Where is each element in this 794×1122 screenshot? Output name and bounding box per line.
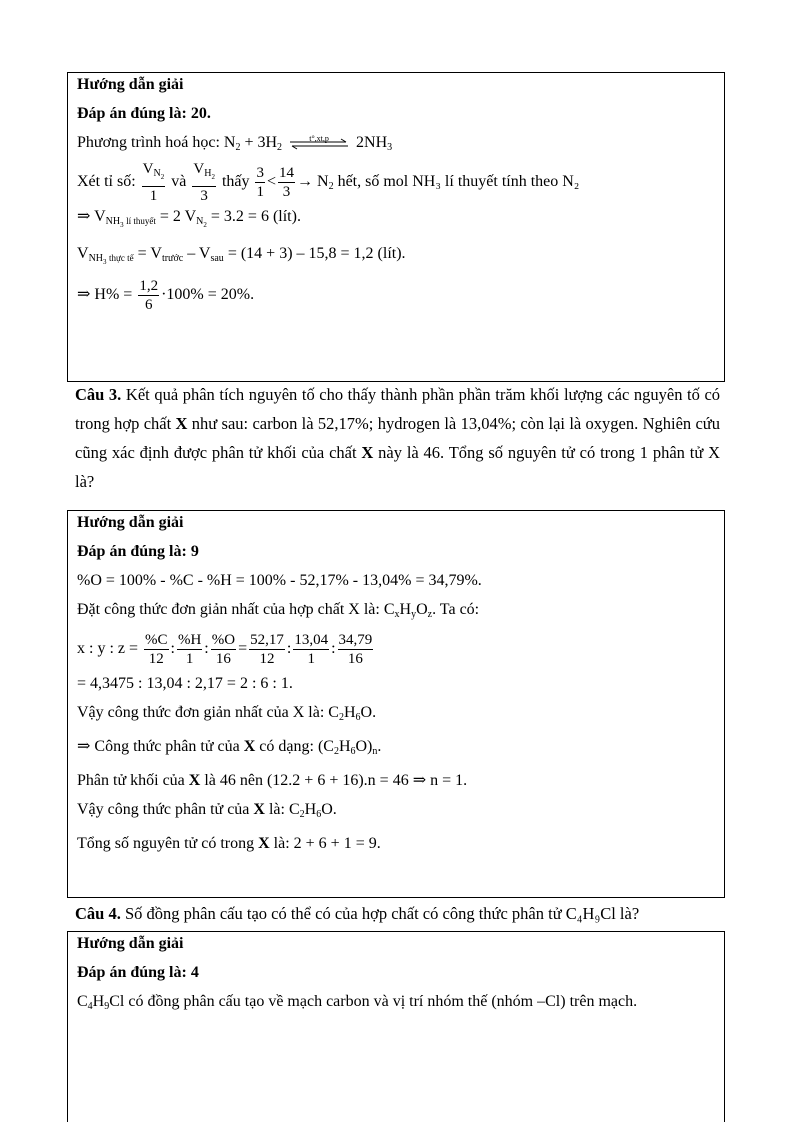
question-4: Câu 4. Số đồng phân cấu tạo có thể có của hợp chất có công thức phân tử C₄H₉Cl là? (75, 904, 640, 923)
answer-line: Đáp án đúng là: 20. (77, 105, 211, 122)
solution-box-2 (67, 510, 725, 898)
atom-count-line: Tổng số nguyên tử có trong X là: 2 + 6 + 1 = 9. (77, 835, 381, 852)
answer-line: Đáp án đúng là: 9 (77, 543, 199, 560)
empirical-formula: Vậy công thức đơn giản nhất của X là: $C_2H_6O$. (77, 704, 377, 723)
solution-title: Hướng dẫn giải (77, 935, 184, 952)
question-3: Câu 3. Kết quả phân tích nguyên tố cho thấy thành phần phần trăm khối lượng các nguyên tố có trong hợp chất X như sau: carbon là 52,17%; hydrogen là 13,04%; còn lại là oxygen. Nghiên cứu cũng xác định được phân tử khối của chất X này là 46. Tổng số nguyên tử có trong 1 phân tử X là? (75, 385, 721, 491)
ratio-result: = 4,3475 : 13,04 : 2,17 = 2 : 6 : 1. (77, 675, 293, 692)
oxygen-percent-line: %O = 100% - %C - %H = 100% - 52,17% - 13,04% = 34,79%. (77, 572, 482, 589)
isomer-explanation: $C_4H_9Cl$ có đồng phân cấu tạo về mạch carbon và vị trí nhóm thế (nhóm –Cl) trên mạch. (77, 993, 638, 1012)
box-left-border (67, 1005, 68, 1122)
empirical-formula-setup: Đặt công thức đơn giản nhất của hợp chất X là: $C_xH_yO_z$. Ta có: (77, 601, 480, 620)
v-theoretical-line: ⇒ $V_{NH_3 lí thuyết} = 2$ $V_{N_2} = 3.2 = 6$ (lít). (77, 208, 301, 229)
solution-title: Hướng dẫn giải (77, 76, 184, 93)
equilibrium-arrow-icon: t°,xt,p (288, 133, 350, 153)
ratio-equation: x : y : z = $\frac{\%C}{12}$ : $\frac{\%H}{1}$ : $\frac{\%O}{16}$ = $\frac{52,17}{12}$ : $\frac{13,04}{1}$ : $\frac{34,79}{16}$ (77, 631, 373, 667)
box-right-border (724, 1005, 725, 1122)
reaction-equation: Phương trình hoá học: $N_2 + 3H_2$ t°,xt,p $2NH_3$ (77, 134, 393, 153)
solution-box-1 (67, 72, 725, 382)
molecular-formula: Vậy công thức phân tử của X là: $C_2H_6O$. (77, 801, 337, 820)
molecular-formula-form: ⇒ Công thức phân tử của X có dạng: $(C_2H_6O)_n$. (77, 738, 382, 757)
molar-mass-line: Phân tử khối của X là 46 nên (12.2 + 6 + 16).n = 46 ⇒ n = 1. (77, 772, 468, 789)
solution-title: Hướng dẫn giải (77, 514, 184, 531)
yield-line: ⇒ H% = $\frac{1,2}{6}$ ·100% = 20%. (77, 277, 255, 313)
solution-box-3 (67, 931, 725, 1011)
ratio-line: Xét tỉ số: $\frac{V_{N_2}}{1}$ và $\frac{V_{H_2}}{3}$ thấy $\frac{3}{1}$ < $\frac{14}{3}$ → $N_2$ hết, số mol NH₃ lí thuyết tính theo N₂ (77, 160, 580, 204)
v-actual-line: $V_{NH_3 thực tế} = V_{trước} - V_{sau} = (14 + 3) - 15,8 = 1,2$ (lít). (77, 245, 406, 266)
answer-line: Đáp án đúng là: 4 (77, 964, 199, 981)
